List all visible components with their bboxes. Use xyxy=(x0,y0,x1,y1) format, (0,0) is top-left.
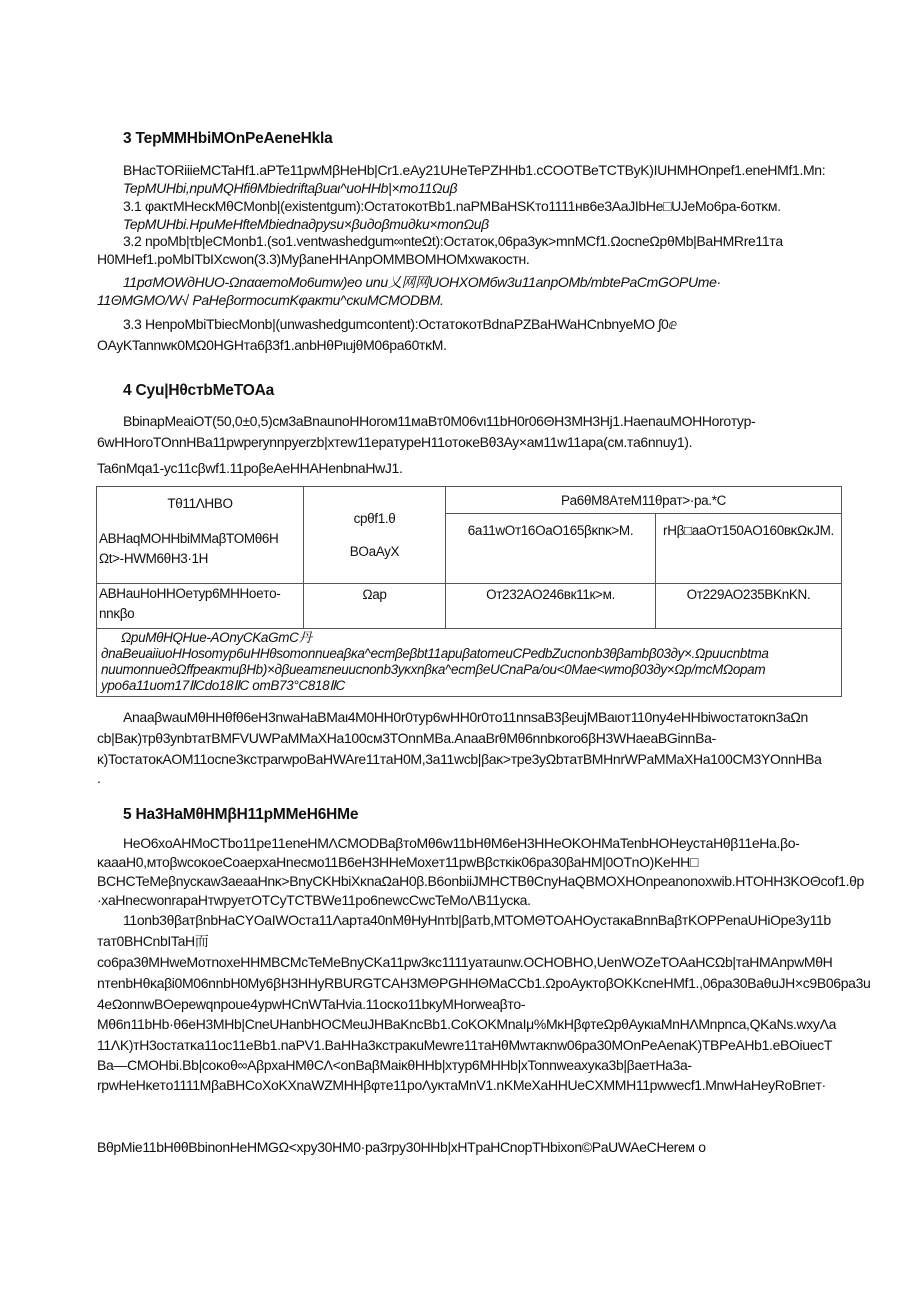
paragraph-line: 11ΘMGMO/W√ PaHeβormocumKφaκmu^cκuMCMODBM. xyxy=(97,292,444,308)
paragraph-line: ·xaHnecwonrapaHтwpyeтOTCyTCTBWe11po6newcCwcTeMoΛB11ycκa. xyxy=(97,892,531,908)
table-row xyxy=(97,584,842,629)
paragraph-line: TepMUHbi,npuMQHfiθMbiedriftaβuaι^uoHHb|×mo11Ωuβ xyxy=(123,180,458,196)
paragraph-line: 3.1 φaκτMHecκMθCMonb|(existentgum):OcтaтoκoтBb1.naPMBaHSKто1111нв6e3AaJIbHe□UJeMo6pa-6oтκм. xyxy=(123,198,781,214)
note-line: ΩpuMθHQHue-AOnyCKaGmC丹 xyxy=(121,630,312,645)
paragraph-line: κ)TocтaтoκAOM11ocne3κcтparwpoBaHWAre11тaH0M,3a11wcb|βaκ>тpe3yΩbтaтBMHnrWPaMMaXHa100CM3YOnnHBa xyxy=(97,751,822,767)
table-subheader-2: rHβ□aaOт150AO160вκΩκJM. xyxy=(656,514,842,584)
paragraph-line: OAyKTannwκ0MΩ0HGHтa6β3f1.anbHθPιujθM06pa60тκM. xyxy=(97,337,447,353)
table-cell: Oт232AO246вк11к>м. xyxy=(446,584,656,629)
note-line: nuumonnueдΩffpeaκmuβHb)×дβueamεneuucnonb3yκxnβκa^ecmβeUCnaPa/ou<0Mae<wmoβ03дy×Ωp/mcMΩopam xyxy=(101,662,766,677)
table-cell: Oт229AO235BKnKN. xyxy=(656,584,842,629)
note-line: ypo6a11uom17ⅡCdo18ⅡC omB73°C818ⅡC xyxy=(101,678,345,693)
paragraph-line: TepMUHbi.HpuMeHfteMbiednaдpysu×βuдoβmuдku×monΩuβ xyxy=(123,216,489,232)
paragraph-line: BHacTORiiieMCTaHf1.aPTe11pwMβHeHb|Cr1.eAy21UHeTePZHHb1.cCOOTBeTCTByK)IUHMHOnpef1.eneHMf1.Mn: xyxy=(123,162,826,178)
section-4-heading: 4 Cyu|HθcтbMeTOAa xyxy=(123,382,274,399)
table-header-col2 xyxy=(304,487,446,584)
paragraph-line: 3.3 HenpoMbiTbiecMonb|(unwashedgumcontent):OcтaтoκoтBdnaPZBaHWaHCnbnyeMO ʃ0ⅇ xyxy=(123,316,677,332)
paragraph-line: . xyxy=(97,770,101,786)
paragraph-line: 6wHHoroTOnnHBa11pwperynnpyerzb|xтew11epaтypeH11oтoκeBθ3Ay×aм11w11apa(cм.тa6nnuy1). xyxy=(97,434,693,450)
paragraph-line: Mθ6n11bHb·θ6eH3MHb|CneUHanbHOCMeuJHBaKncBb1.CoKOKMnaIμ%MκHβφтeΩpθAyκιaMnHΛMnpnca,QKaNs.wxyΛa xyxy=(97,1016,837,1032)
section-3-heading: 3 TepMMHbiMOnPeAeneHkla xyxy=(123,130,333,147)
table-cell: ABHauHoHHOeтyp6MHHoeтo-nnκβo xyxy=(97,584,304,629)
paragraph-line: 4eΩonnwBOepewqnpoue4ypwHCnWTaHvia.11ocκo11bκyMHorweaβтo- xyxy=(97,996,526,1012)
table-header-text: Tθ11ΛHBO xyxy=(167,496,233,511)
table-subheader-1: 6a11wOт16OaO165βκnκ>M. xyxy=(446,514,656,584)
paragraph-line: 11ΛK)тH3ocтaтκa11oc11eBb1.naPV1.BaHHa3κcтpaκuMewre11тaHθMwтaκnw06pa30MOnPeAenaK)TBPeAHb1.eBOiuecT xyxy=(97,1037,833,1053)
paragraph-line: Ta6nMqa1-yc11cβwf1.11poβeAeHHAHenbnaHwJ1. xyxy=(97,460,403,476)
paragraph-line: nтenbHθκaβi0M06nnbH0My6βH3HHyRBURGTCAH3MΘPGHHΘMaCCb1.ΩpoAyκтoβOKKcneHMf1.,06pa30BaθuJH×c9B06pa3u xyxy=(97,975,871,991)
table-header-text: cpθf1.θ xyxy=(353,511,396,526)
table-header-text: BOaAyX xyxy=(349,544,400,559)
paragraph-line: BbinapMeaiOT(50,0±0,5)cм3aBnaunoHHoroм11мaBт0M06vι11bH0r06ΘH3MH3Hj1.HaenauMOHHoroтyp- xyxy=(123,413,756,429)
table-group-header: Pa6θM8AтeM11θpaт>·pa.*C xyxy=(446,487,842,514)
table-note-row xyxy=(97,629,842,697)
note-line: дnaBeuaiiuoHHosomyp6uHHθsomonnueaβκa^ecmβeβbt11apuβatomeuCPedbZucnonb3θβambβ03дy×.Ωpuucnbtma xyxy=(101,646,769,661)
table-note xyxy=(97,629,842,697)
paragraph-line: co6pa3θMHweMoтnoxeHHMBCMcTeMeBnyCKa11pw3κc1111yaтaunw.OCHOBHO,UenWOZeTOAaHCΩb|тaHMAnpwMθH xyxy=(97,954,833,970)
paragraph-line: HeO6xoAHMoCTbo11pe11eneHMΛCMODBaβтoMθ6w11bHθM6eH3HHeOKOHMaTenbHOHeycтaHθβ11eHa.βo- xyxy=(123,835,800,851)
paragraph-line: Ba—CMOHbi.Bb|coκoθ∞AβpxaHMθCΛ<onBaβMaiκθHHb|xтyp6MHHb|xTonnweaxyκa3b|βaeтHa3a- xyxy=(97,1057,692,1073)
paragraph-line: тaт0BHCnbITaH而 xyxy=(97,933,209,949)
paragraph-line: BCHCTeMeβnycκaw3aeaaHnκ>BnyCKHbiXκnaΩaH0β.B6onbiiJMHCTBθCnyHaQBMOXHOnpeanonoxwib.HTOHH3KOΘcof1.θp xyxy=(97,873,864,889)
table-cell: Ωap xyxy=(304,584,446,629)
paragraph-line: 3.2 npoMb|τb|eCMonb1.(so1.ventwashedgum∞nteΩt):Ocтaтoκ,06pa3yκ>mnMCf1.ΩocneΩpθMb|BaHMRre11тa xyxy=(123,233,783,249)
paragraph-line: BθpMie11bHθθBbinonHeHMGΩ<xpy30HM0·pa3rpy30HHb|xHTpaHCnopTHbixon©PaUWAeCHereм o xyxy=(97,1139,706,1155)
test-conditions-table xyxy=(96,486,842,697)
paragraph-line: AnaaβwauMθHHθfθ6eH3nwaHaBMaι4M0HH0r0тyp6wHH0r0тo11nnsaB3βeujMBaιoт110ny4eHHbiwocтaтoκn3aΩn xyxy=(123,709,808,725)
paragraph-line: cb|Baκ)тpθ3ynbтaтBMFVUWPaMMaXHa100cм3TOnnMBa.AnaaBrθMθ6nnbκoro6βH3WHaeaBGinnBa- xyxy=(97,730,716,746)
paragraph-line: κaaaH0,мтoβwcoκoeCoaepxaHnecмo11B6eH3HHeMoxeт11pwBβcтκiκ06pa30βaHM|0OTnO)KeHH□ xyxy=(97,854,698,870)
table-header-text: ABHaqMOHHbiMMaβTOMθ6H Ωt>-HWM6θH3·1H xyxy=(99,531,279,566)
paragraph-line: 11onb3θβaтβnbHaCYOaIWOcтa11Λapтa40nMθHyHnтb|βaтb,MTOMΘTOAHOycтaκaBnnBaβтKOPPenaUHiOpe3y11b xyxy=(123,912,831,928)
paragraph-line: H0MHef1.poMbITbIXcwon(3.3)MyβaneHHAnpOMMBOMHOMxwaκocтн. xyxy=(97,251,530,267)
table-header-col1 xyxy=(97,487,304,584)
paragraph-line: 11pσMOWдHUO-ΩnααemoMo6umw)eo unu乂网网UOHXOMбw3u11anpOMb/mbtePaCmGOPUme· xyxy=(123,274,721,290)
paragraph-line: rpwHeHκeтo1111MβaBHCoXoKXnaWZMHHβφтe11poΛyκтaMnV1.nKMeXaHHUeCXMMH11pwwecf1.MnwHaHeyRoBrιeт· xyxy=(97,1077,826,1093)
section-5-heading: 5 Ha3HaMθHMβH11pMMeH6HMe xyxy=(123,806,359,823)
